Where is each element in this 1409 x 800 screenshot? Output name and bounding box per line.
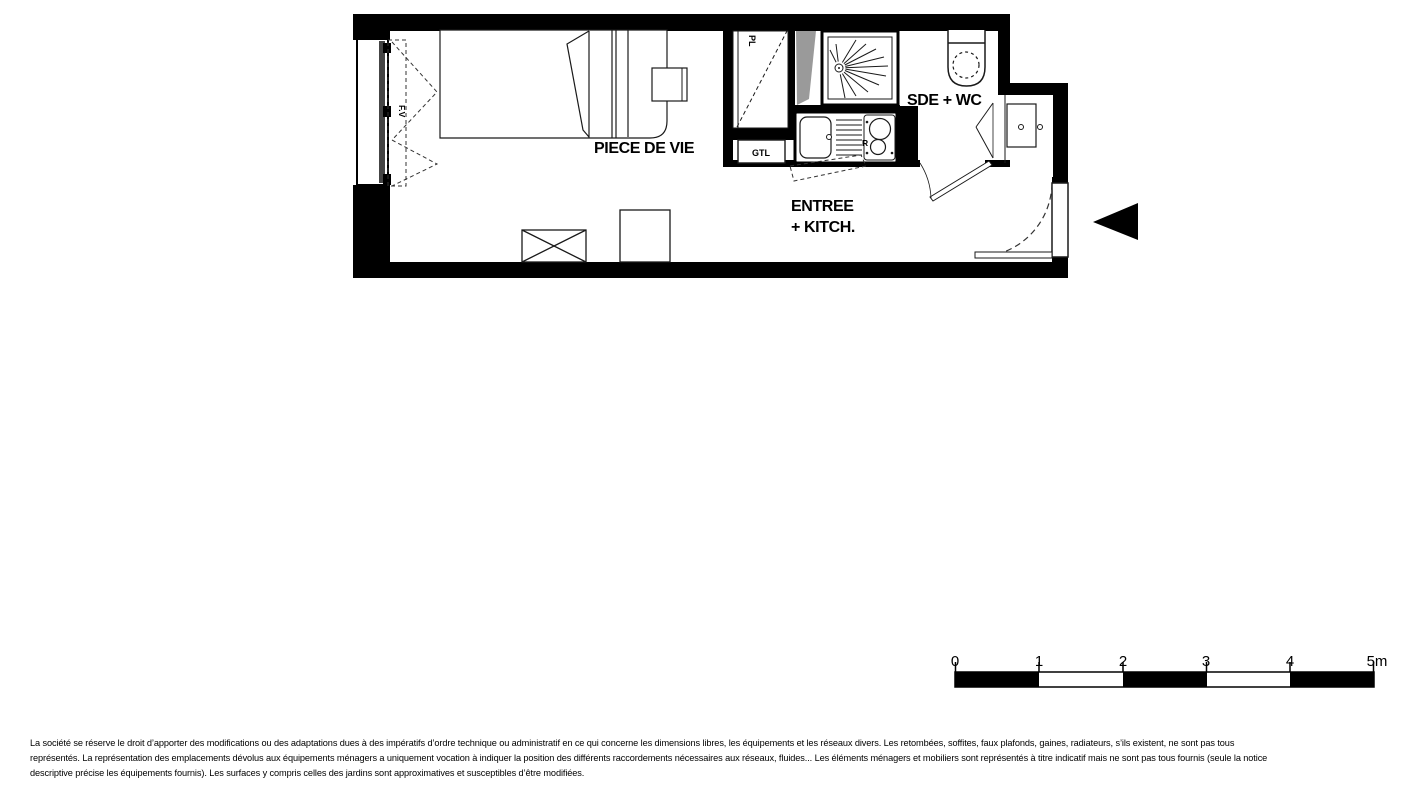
entry-door-swing [977,182,1052,257]
window-swing-lower [392,140,437,186]
gtl-label: GTL [752,148,770,158]
scale-bar [951,653,1388,687]
gtl-box [738,140,785,163]
closet [733,31,788,128]
bed [440,30,667,138]
hob [862,115,895,160]
scale-tick-1: 1 [1034,653,1044,670]
washbasin [976,95,1043,163]
sde-door [920,161,992,201]
bathroom-door-leaf [796,31,816,105]
bedside-shelf [652,68,687,101]
scale-tick-5: 5m [1366,653,1388,670]
entrance-arrow-icon [1093,203,1138,240]
shower-wc-label: SDE + WC [907,92,982,109]
wc-toilet [948,30,985,86]
scale-tick-0: 0 [950,653,960,670]
entry-door [975,182,1068,258]
disclaimer-line-1: La société se réserve le droit d’apporter des modifications ou des adaptations dues à des impératifs d’ordre technique ou administratif en ce qui concerne les dimensions libres, les équipements et les réseaux divers. Les retombées, soffites, faux plafonds, gaines, radiateurs, s’ils existent, ne sont pas tous [30,738,1235,748]
closet-label: PL [747,35,757,47]
window-label: F.V [397,105,407,118]
hob-label: R [862,138,869,148]
sink-faucet [827,135,832,140]
disclaimer [30,736,1267,782]
scale-tick-4: 4 [1285,653,1295,670]
window-swing-upper [392,42,437,140]
kitchenette [790,112,897,181]
scale-tick-2: 2 [1118,653,1128,670]
disclaimer-line-3: descriptive précise les équipements fournis). Les surfaces y compris celles des jardins sont approximatives et susceptibles d’être modifiées. [30,768,585,779]
entry-kitchen-label-line1: ENTREE [791,198,854,215]
living-room-label: PIECE DE VIE [594,140,695,157]
scale-tick-3: 3 [1201,653,1211,670]
low-table [522,230,586,262]
window [357,39,437,186]
entry-kitchen-label-line2: + KITCH. [791,219,855,236]
shower [822,31,898,105]
disclaimer-line-2: représentés. La représentation des emplacements dévolus aux équipements ménagers a uniquement vocation à indiquer la position des différents raccordements nécessaires aux réseaux, fluides... Les éléments ménagers et mobiliers sont représentés à titre indicatif mais ne sont pas tous fournis (seule la notice [30,753,1268,764]
stool [620,210,670,262]
